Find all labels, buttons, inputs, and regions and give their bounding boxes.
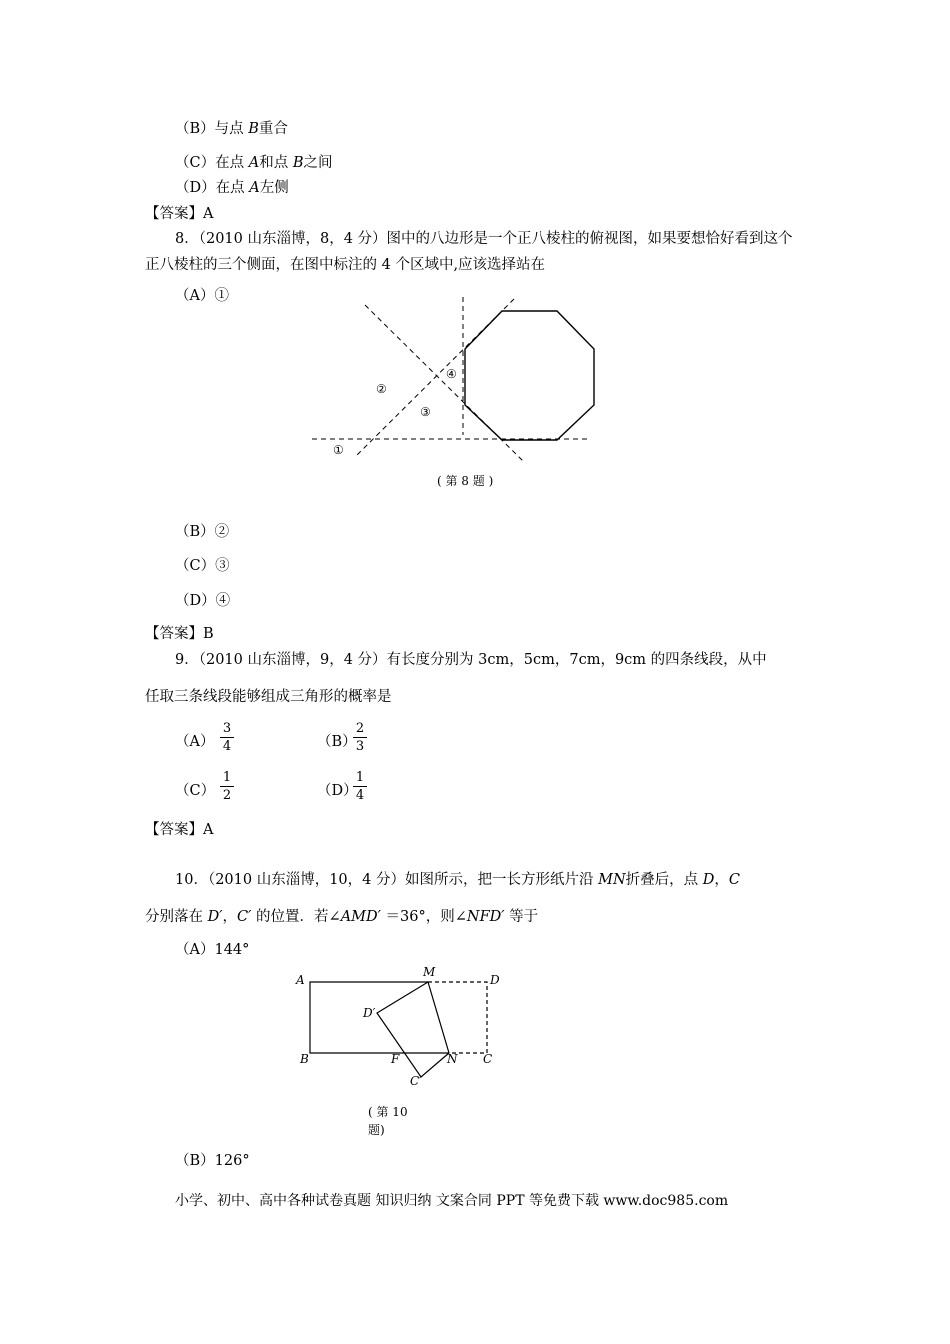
region-2-label: ② — [376, 382, 387, 396]
label-M: M — [423, 965, 436, 979]
q7-answer: 【答案】A — [145, 206, 214, 222]
folded-flap — [377, 982, 449, 1077]
q9-option-d-label: （D） — [317, 783, 358, 799]
q8-answer: 【答案】B — [145, 626, 214, 642]
q8-octagon-figure — [300, 295, 600, 465]
q8-option-d: （D）④ — [175, 593, 231, 609]
q7-option-d: （D）在点 A左侧 — [175, 180, 289, 196]
q9-stem-line1: 9．（2010 山东淄博，9，4 分）有长度分别为 3cm，5cm，7cm，9cm 的四条线段，从中 — [175, 652, 767, 668]
rectangle-dashed-edges — [428, 982, 487, 1053]
label-C: C — [483, 1052, 493, 1066]
q10-stem-line1: 10．（2010 山东淄博，10，4 分）如图所示，把一长方形纸片沿 MN折叠后，点 D，C — [175, 872, 741, 888]
q9-option-b-label: （B） — [317, 734, 357, 750]
q9-option-d-fraction: 1 4 — [353, 770, 367, 803]
region-3-label: ③ — [420, 405, 431, 419]
q8-stem-line2: 正八棱柱的三个侧面，在图中标注的 4 个区域中,应该选择站在 — [145, 257, 546, 273]
label-A: A — [296, 973, 305, 987]
q8-option-c: （C）③ — [175, 558, 230, 574]
octagon — [465, 311, 594, 440]
q10-folded-rectangle-figure — [290, 962, 520, 1092]
q9-stem-line2: 任取三条线段能够组成三角形的概率是 — [145, 689, 392, 705]
q8-figure-caption: ( 第 8 题 ) — [437, 474, 494, 488]
q10-figure-caption-line1: ( 第 10 — [368, 1105, 408, 1119]
q7-option-c: （C）在点 A和点 B之间 — [175, 155, 333, 171]
page-footer: 小学、初中、高中各种试卷真题 知识归纳 文案合同 PPT 等免费下载 www.doc985.com — [175, 1193, 729, 1209]
q8-option-a: （A）① — [175, 288, 229, 304]
q9-option-a-label: （A） — [175, 734, 215, 750]
q9-option-c-fraction: 1 2 — [220, 770, 234, 803]
q10-stem-line2: 分别落在 D′，C′ 的位置．若∠AMD′ ＝36°，则∠NFD′ 等于 — [145, 909, 539, 925]
region-1-label: ① — [333, 443, 344, 457]
q9-answer: 【答案】A — [145, 822, 214, 838]
q8-stem-line1: 8．（2010 山东淄博，8，4 分）图中的八边形是一个正八棱柱的俯视图，如果要想恰好看到这个 — [175, 231, 793, 247]
q9-option-c-label: （C） — [175, 783, 216, 799]
q9-option-a-fraction: 3 4 — [220, 721, 234, 754]
q10-option-b: （B）126° — [175, 1153, 250, 1169]
label-C-prime: C′ — [410, 1074, 422, 1088]
q8-option-b: （B）② — [175, 524, 230, 540]
q7-option-b: （B）与点 B重合 — [175, 121, 288, 137]
region-4-label: ④ — [446, 367, 457, 381]
q9-option-b-fraction: 2 3 — [353, 721, 367, 754]
label-B: B — [300, 1052, 309, 1066]
label-F: F — [391, 1052, 400, 1066]
q10-figure-caption-line2: 题) — [368, 1123, 385, 1137]
label-D-prime: D′ — [363, 1006, 376, 1020]
label-D: D — [490, 973, 500, 987]
label-N: N — [447, 1052, 458, 1066]
q10-option-a: （A）144° — [175, 942, 250, 958]
